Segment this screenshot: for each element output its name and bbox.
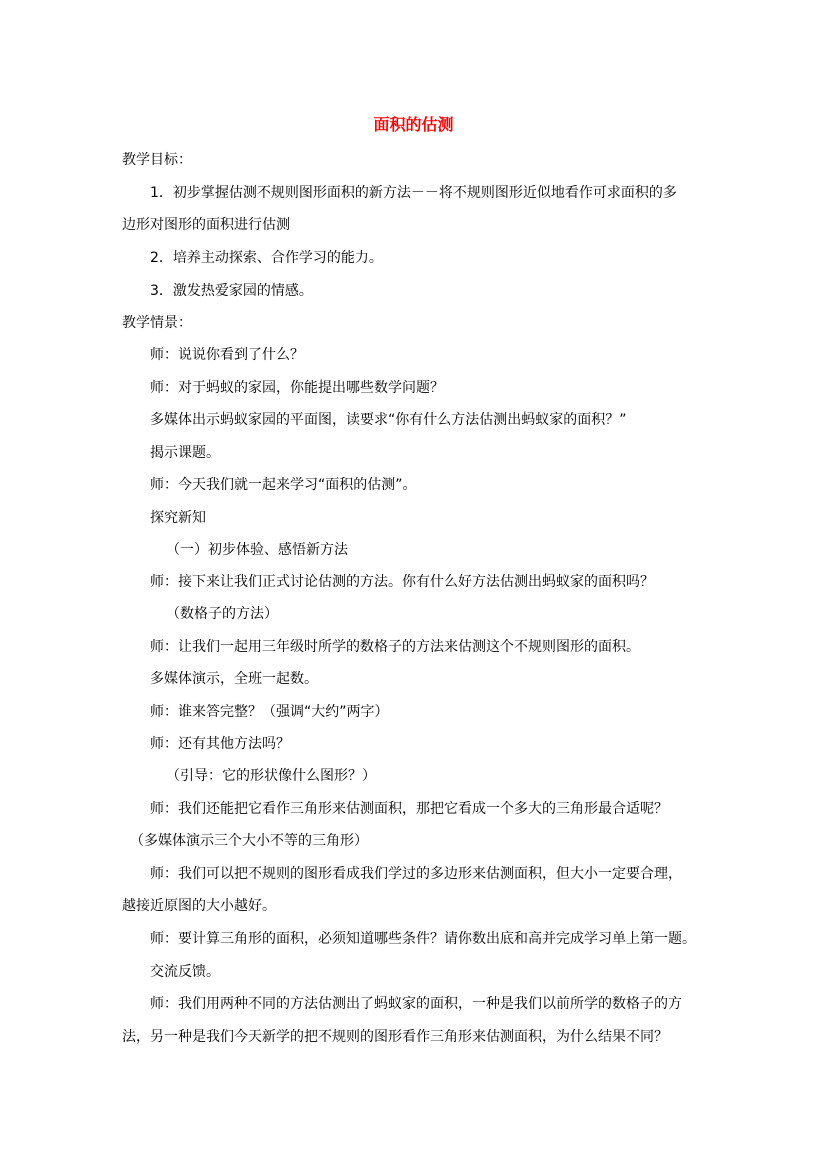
paragraph-line: 多媒体演示，全班一起数。 <box>150 671 318 687</box>
paragraph-line: （引导：它的形状像什么图形？） <box>166 768 376 784</box>
paragraph-line: 交流反馈。 <box>150 964 220 980</box>
paragraph-line: 越接近原图的大小越好。 <box>122 898 276 914</box>
paragraph-line: 揭示课题。 <box>150 445 220 461</box>
paragraph-line: 师：我们用两种不同的方法估测出了蚂蚁家的面积，一种是我们以前所学的数格子的方 <box>150 996 682 1012</box>
paragraph-line: 师：还有其他方法吗？ <box>150 736 290 752</box>
paragraph-line: 2．培养主动探索、合作学习的能力。 <box>150 250 383 266</box>
document-title: 面积的估测 <box>373 115 454 134</box>
paragraph-line: 师：让我们一起用三年级时所学的数格子的方法来估测这个不规则图形的面积。 <box>150 639 640 655</box>
paragraph-line: 师：说说你看到了什么？ <box>150 347 304 363</box>
paragraph-line: 3．激发热爱家园的情感。 <box>150 283 313 299</box>
paragraph-line: 探究新知 <box>150 510 206 526</box>
paragraph-line: 多媒体出示蚂蚁家园的平面图，读要求“你有什么方法估测出蚂蚁家的面积？” <box>150 412 627 428</box>
paragraph-line: 1．初步掌握估测不规则图形面积的新方法－－将不规则图形近似地看作可求面积的多 <box>150 185 677 201</box>
paragraph-line: （一）初步体验、感悟新方法 <box>166 542 348 558</box>
paragraph-line: 师：要计算三角形的面积，必须知道哪些条件？请你数出底和高并完成学习单上第一题。 <box>150 931 696 947</box>
section-heading-scenario: 教学情景： <box>122 315 192 331</box>
paragraph-line: 师：对于蚂蚁的家园，你能提出哪些数学问题？ <box>150 380 444 396</box>
paragraph-line: 师：我们可以把不规则的图形看成我们学过的多边形来估测面积，但大小一定要合理， <box>150 866 682 882</box>
paragraph-line: （数格子的方法） <box>166 606 278 622</box>
paragraph-line: （多媒体演示三个大小不等的三角形） <box>130 833 368 849</box>
section-heading-objectives: 教学目标： <box>122 152 192 168</box>
paragraph-line: 边形对图形的面积进行估测 <box>122 217 290 233</box>
paragraph-line: 师：接下来让我们正式讨论估测的方法。你有什么好方法估测出蚂蚁家的面积吗？ <box>150 574 654 590</box>
paragraph-line: 师：今天我们就一起来学习“面积的估测”。 <box>150 477 417 493</box>
paragraph-line: 师：谁来答完整？（强调“大约”两字） <box>150 704 389 720</box>
paragraph-line: 法，另一种是我们今天新学的把不规则的图形看作三角形来估测面积，为什么结果不同？ <box>122 1029 668 1045</box>
paragraph-line: 师：我们还能把它看作三角形来估测面积，那把它看成一个多大的三角形最合适呢？ <box>150 801 668 817</box>
